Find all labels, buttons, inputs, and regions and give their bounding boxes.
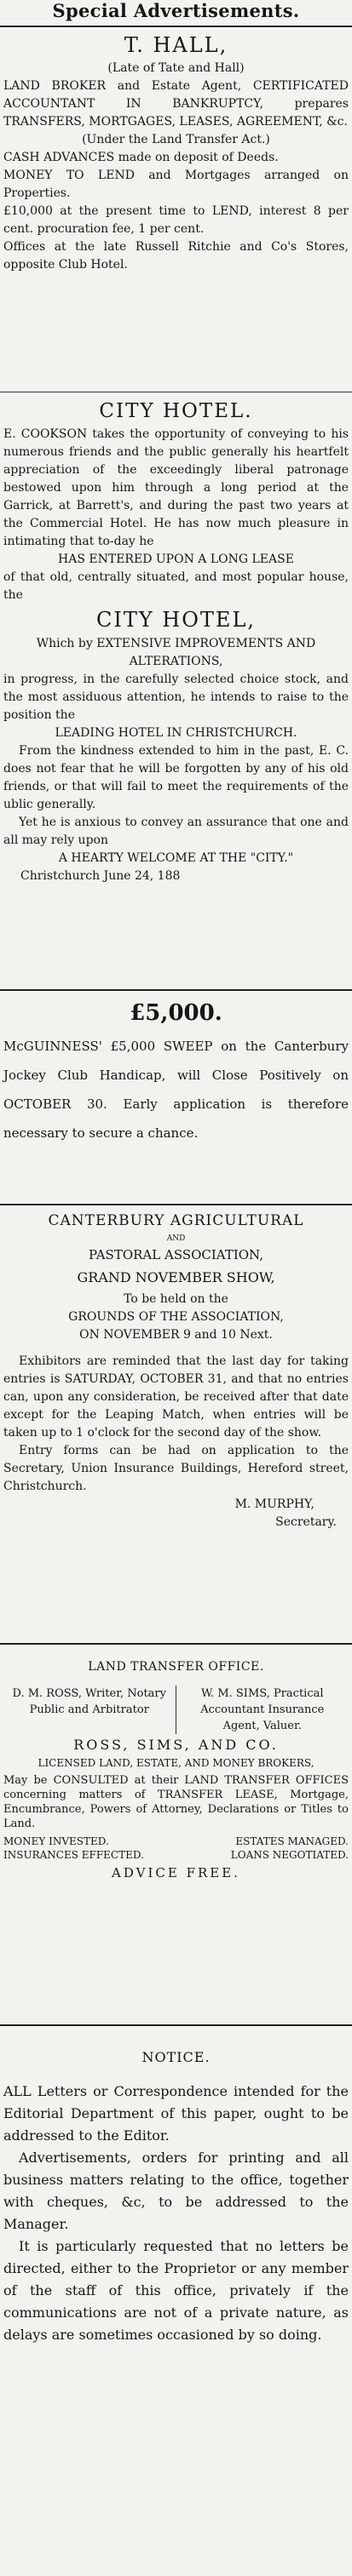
t-hall-services: LAND BROKER and Estate Agent, CERTIFICATED ACCOUNTANT IN BANKRUPTCY, prepares TRANSFERS, MORTGAGES, LEASES, AGREEMENT, &c. <box>3 79 349 129</box>
exhibitors-reminder: Exhibitors are reminded that the last day for taking entries is SATURDAY, OCTOBER 31, and that no entries can, upon any consideration, be received after that date except for the Leaping Match, when entries will be taken up to 1 o'clock for the second day of the show. <box>3 1354 349 1440</box>
secretary-name: M. MURPHY, <box>234 1497 314 1511</box>
sweep-title: £5,000. <box>130 1000 222 1026</box>
money-invested: MONEY INVESTED. <box>3 1835 109 1847</box>
header-rule <box>0 26 352 27</box>
city-hotel-welcome: A HEARTY WELCOME AT THE "CITY." <box>58 851 294 865</box>
advice-free: ADVICE FREE. <box>112 1865 240 1880</box>
city-hotel-lease: HAS ENTERED UPON A LONG LEASE <box>58 552 294 566</box>
city-hotel-title-2: CITY HOTEL, <box>95 608 257 632</box>
entry-forms: Entry forms can be had on application to the Secretary, Union Insurance Buildings, Hereford street, Christchurch. <box>3 1444 349 1493</box>
sweep-body: McGUINNESS' £5,000 SWEEP on the Canterbury Jockey Club Handicap, will Close Positively on OCTOBER 30. Early application is therefore necessary to secure a chance. <box>3 1039 349 1141</box>
partners-block <box>3 1686 349 1734</box>
city-hotel-house: of that old, centrally situated, and most popular house, the <box>3 570 349 602</box>
city-hotel-title: CITY HOTEL. <box>99 400 253 422</box>
association-title: CANTERBURY AGRICULTURAL <box>48 1212 304 1229</box>
t-hall-act-note: (Under the Land Transfer Act.) <box>82 133 270 146</box>
city-hotel-kindness: From the kindness extended to him in the past, E. C. does not fear that he will be forgotten by any of his old friends, or that will fail to meet the requirements of the ublic generally. <box>3 744 349 811</box>
licensed-brokers: LICENSED LAND, ESTATE, AND MONEY BROKERS, <box>38 1757 314 1769</box>
notice-private-letters: It is particularly requested that no letters be directed, either to the Proprietor or any member of the staff of this office, privately if the communications are not of a private nature, as delays are sometimes occasioned by so doing. <box>3 2238 349 2343</box>
services-row-1 <box>3 1835 349 1848</box>
t-hall-advert <box>0 31 352 390</box>
show-dates: ON NOVEMBER 9 and 10 Next. <box>79 1328 273 1342</box>
city-hotel-improvements: Which by EXTENSIVE IMPROVEMENTS AND ALTERATIONS, <box>36 637 316 668</box>
secretary-role: Secretary. <box>275 1515 337 1529</box>
t-hall-offices: Offices at the late Russell Ritchie and Co's Stores, opposite Club Hotel. <box>3 240 349 272</box>
association-and: AND <box>166 1234 186 1243</box>
consult-notice: May be CONSULTED at their LAND TRANSFER OFFICES concerning matters of TRANSFER LEASE, Mortgage, Encumbrance, Powers of Attorney, Declarations or Titles to Land. <box>3 1774 349 1830</box>
firm-name: ROSS, SIMS, AND CO. <box>73 1737 279 1753</box>
services-row-2 <box>3 1848 349 1862</box>
land-transfer-title: LAND TRANSFER OFFICE. <box>88 1660 264 1674</box>
city-hotel-advert <box>0 397 352 987</box>
insurances-effected: INSURANCES EFFECTED. <box>3 1849 144 1861</box>
divider-rule <box>0 2024 352 2026</box>
notice-editorial: ALL Letters or Correspondence intended for the Editorial Department of this paper, ought to be addressed to the Editor. <box>3 2083 349 2144</box>
show-title: GRAND NOVEMBER SHOW, <box>77 1269 275 1285</box>
divider-rule <box>0 1204 352 1205</box>
city-hotel-progress: in progress, in the carefully selected choice stock, and the most assiduous attention, he intends to raise to the position the <box>3 673 349 722</box>
city-hotel-intro: E. COOKSON takes the opportunity of conveying to his numerous friends and the public generally his heartfelt appreciation of the exceedingly liberal patronage bestowed upon him through a long period at the Garrick, at Barrett's, and during the past two years at the Commercial Hotel. He has now much pleasure in intimating that to-day he <box>3 427 349 548</box>
t-hall-loan-offer: £10,000 at the present time to LEND, interest 8 per cent. procuration fee, 1 per cent. <box>3 204 349 236</box>
notice-advertisements: Advertisements, orders for printing and all business matters relating to the office, together with cheques, &c, to be addressed to the Manager. <box>3 2150 349 2232</box>
notice-title: NOTICE. <box>141 2049 211 2065</box>
page-header: Special Advertisements. <box>52 0 300 21</box>
estates-managed: ESTATES MANAGED. <box>235 1835 349 1847</box>
t-hall-money-to-lend: MONEY TO LEND and Mortgages arranged on Properties. <box>3 169 349 200</box>
divider-rule <box>0 989 352 991</box>
loans-negotiated: LOANS NEGOTIATED. <box>230 1849 349 1861</box>
t-hall-title: T. HALL, <box>124 33 228 57</box>
partner-sims: W. M. SIMS, Practical Accountant Insurance Agent, Valuer. <box>200 1687 325 1732</box>
city-hotel-dateline: Christchurch June 24, 188 <box>20 869 181 883</box>
sweep-advert <box>0 994 352 1202</box>
association-title-2: PASTORAL ASSOCIATION, <box>89 1247 263 1262</box>
show-grounds: GROUNDS OF THE ASSOCIATION, <box>68 1310 284 1324</box>
divider-rule <box>0 1643 352 1645</box>
show-held: To be held on the <box>124 1292 228 1306</box>
t-hall-subtitle: (Late of Tate and Hall) <box>107 61 245 75</box>
land-transfer-advert <box>0 1648 352 2023</box>
t-hall-cash-advances: CASH ADVANCES made on deposit of Deeds. <box>3 151 279 164</box>
agricultural-association-advert <box>0 1209 352 1641</box>
notice-advert <box>0 2029 352 2573</box>
city-hotel-leading: LEADING HOTEL IN CHRISTCHURCH. <box>55 726 297 740</box>
partner-ross: D. M. ROSS, Writer, Notary Public and Arbitrator <box>3 1686 176 1734</box>
city-hotel-assurance: Yet he is anxious to convey an assurance that one and all may rely upon <box>3 816 349 847</box>
